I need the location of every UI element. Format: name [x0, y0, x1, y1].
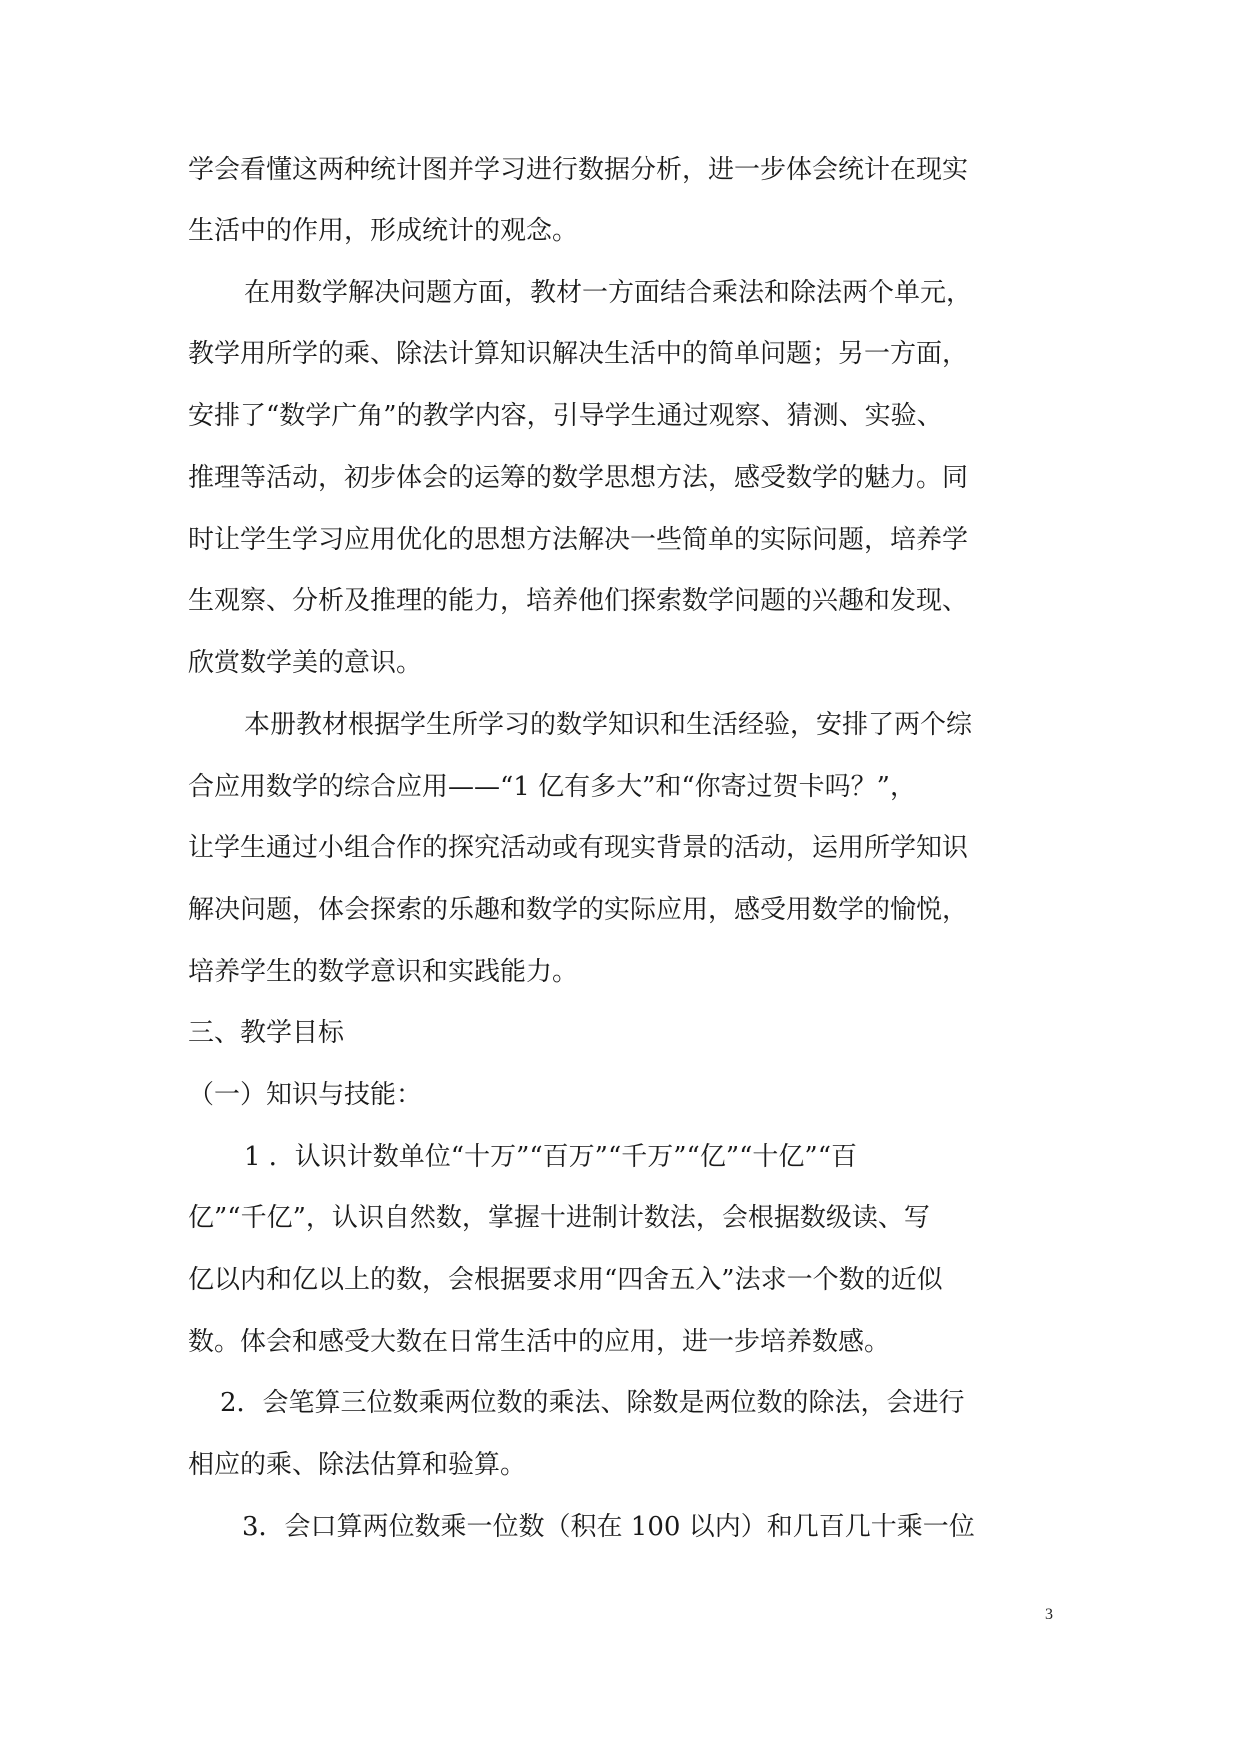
section-heading: 三、教学目标 — [188, 1018, 345, 1048]
text-line: 合应用数学的综合应用——“1 亿有多大”和“你寄过贺卡吗？”， — [188, 772, 916, 802]
text-line: 教学用所学的乘、除法计算知识解决生活中的简单问题；另一方面， — [188, 339, 969, 369]
page-number: 3 — [1045, 1606, 1053, 1623]
subsection-heading: （一）知识与技能： — [188, 1080, 423, 1110]
text-line: 生观察、分析及推理的能力，培养他们探索数学问题的兴趣和发现、 — [188, 586, 969, 616]
text-line: 学会看懂这两种统计图并学习进行数据分析，进一步体会统计在现实 — [188, 155, 969, 185]
text-line: 亿”“千亿”，认识自然数，掌握十进制计数法，会根据数级读、写 — [188, 1203, 930, 1233]
text-line: 亿以内和亿以上的数，会根据要求用“四舍五入”法求一个数的近似 — [188, 1265, 943, 1295]
text-line: 在用数学解决问题方面，教材一方面结合乘法和除法两个单元， — [244, 278, 973, 308]
text-line: 推理等活动，初步体会的运筹的数学思想方法，感受数学的魅力。同 — [188, 463, 969, 493]
text-line: 1 ．认识计数单位“十万”“百万”“千万”“亿”“十亿”“百 — [244, 1142, 858, 1172]
text-line: 欣赏数学美的意识。 — [188, 648, 423, 678]
text-line: 解决问题，体会探索的乐趣和数学的实际应用，感受用数学的愉悦， — [188, 895, 969, 925]
text-line: 相应的乘、除法估算和验算。 — [188, 1450, 527, 1480]
text-line: 让学生通过小组合作的探究活动或有现实背景的活动，运用所学知识 — [188, 833, 969, 863]
text-line: 生活中的作用，形成统计的观念。 — [188, 216, 579, 246]
text-line: 2．会笔算三位数乘两位数的乘法、除数是两位数的除法，会进行 — [220, 1388, 965, 1418]
text-line: 培养学生的数学意识和实践能力。 — [188, 957, 579, 987]
text-line: 本册教材根据学生所学习的数学知识和生活经验，安排了两个综 — [244, 710, 973, 740]
text-line: 安排了“数学广角”的教学内容，引导学生通过观察、猜测、实验、 — [188, 401, 943, 431]
text-line: 时让学生学习应用优化的思想方法解决一些简单的实际问题，培养学 — [188, 525, 969, 555]
text-line: 3．会口算两位数乘一位数（积在 100 以内）和几百几十乘一位 — [242, 1512, 975, 1542]
text-line: 数。体会和感受大数在日常生活中的应用，进一步培养数感。 — [188, 1327, 891, 1357]
